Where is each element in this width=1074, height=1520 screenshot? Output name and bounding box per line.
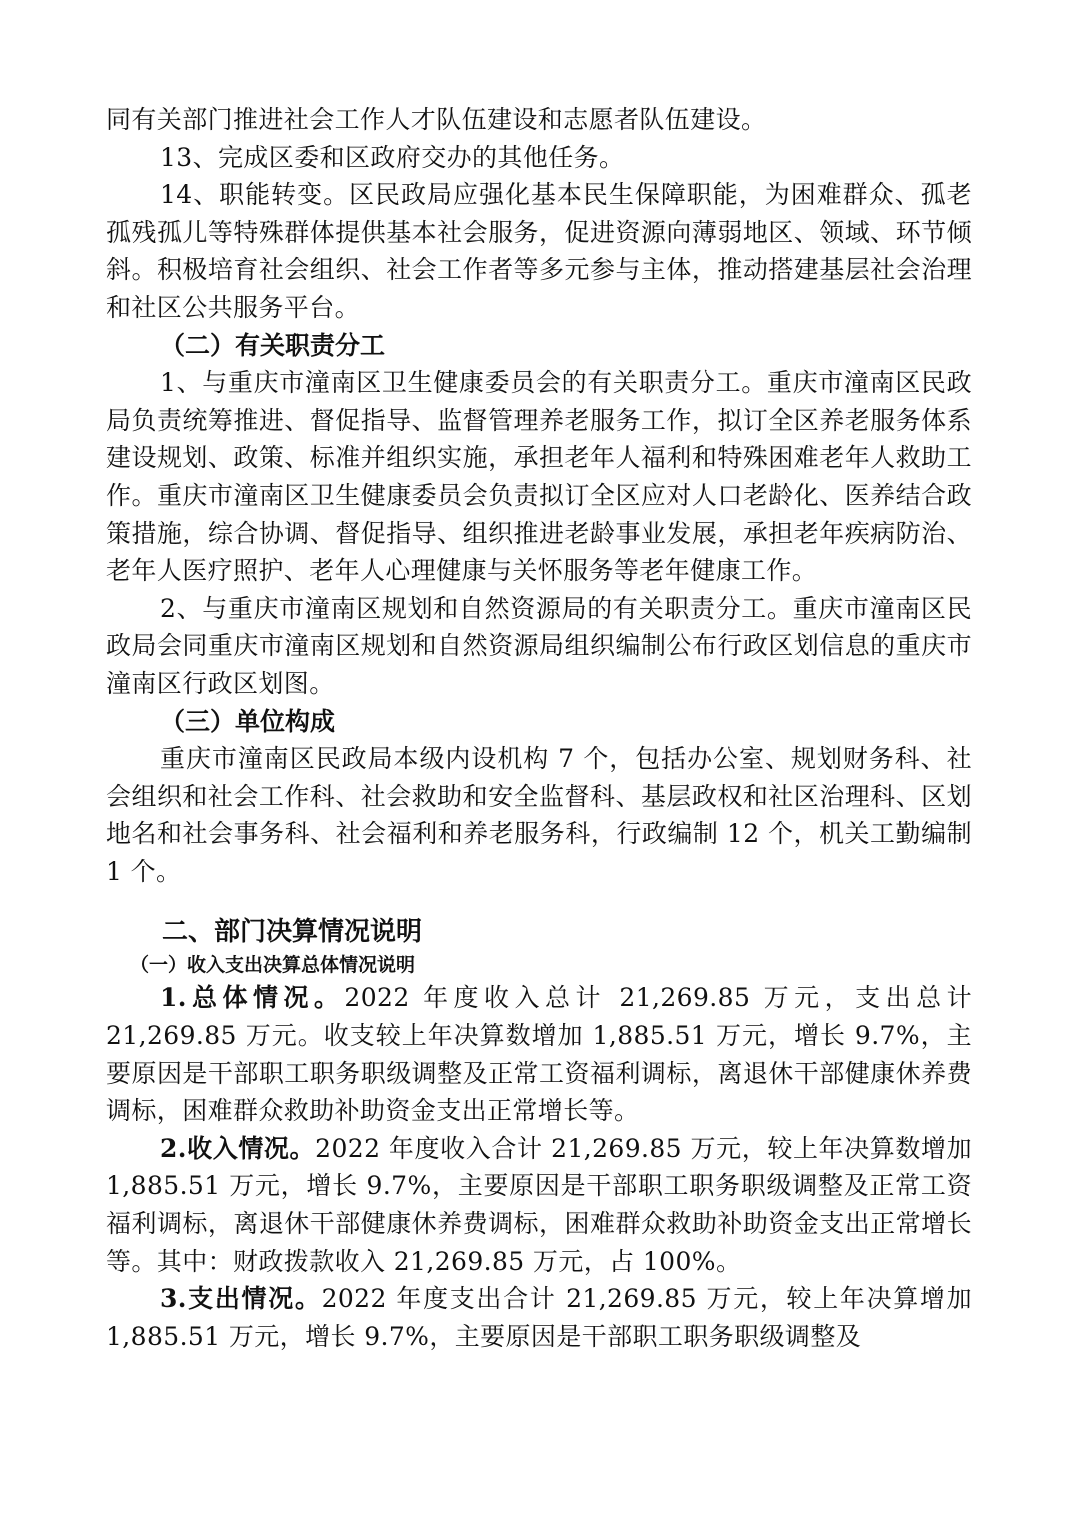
label-income: 2.收入情况。 bbox=[160, 1133, 316, 1163]
paragraph-item-13: 13、完成区委和区政府交办的其他任务。 bbox=[160, 142, 625, 172]
paragraph-unit-composition: 重庆市潼南区民政局本级内设机构 7 个，包括办公室、规划财务科、社会组织和社会工作科、社会救助和安全监督科、基层政权和社区治理科、区划地名和社会事务科、社会福利和养老服务科，行政编制 12 个，机关工勤编制 1 个。 bbox=[106, 744, 972, 886]
heading-income-expense-overview: （一）收入支出决算总体情况说明 bbox=[130, 954, 416, 977]
paragraph-overall bbox=[106, 979, 972, 1129]
heading-section-2: 二、部门决算情况说明 bbox=[162, 917, 423, 948]
paragraph-division-1: 1、与重庆市潼南区卫生健康委员会的有关职责分工。重庆市潼南区民政局负责统筹推进、督促指导、监督管理养老服务工作，拟订全区养老服务体系建设规划、政策、标准并组织实施，承担老年人福利和特殊困难老年人救助工作。重庆市潼南区卫生健康委员会负责拟订全区应对人口老龄化、医养结合政策措施，综合协调、督促指导、组织推进老龄事业发展，承担老年疾病防治、老年人医疗照护、老年人心理健康与关怀服务等老年健康工作。 bbox=[106, 368, 972, 586]
paragraph-expense bbox=[106, 1280, 972, 1355]
heading-unit-composition: （三）单位构成 bbox=[160, 706, 336, 736]
section-spacer bbox=[106, 890, 972, 914]
paragraph-continued: 同有关部门推进社会工作人才队伍建设和志愿者队伍建设。 bbox=[106, 105, 767, 134]
label-expense: 3.支出情况。 bbox=[160, 1284, 322, 1314]
document-body bbox=[106, 101, 972, 1501]
paragraph-item-14: 14、职能转变。区民政局应强化基本民生保障职能，为困难群众、孤老孤残孤儿等特殊群体提供基本社会服务，促进资源向薄弱地区、领域、环节倾斜。积极培育社会组织、社会工作者等多元参与主体，推动搭建基层社会治理和社区公共服务平台。 bbox=[106, 180, 972, 322]
heading-duty-division: （二）有关职责分工 bbox=[160, 330, 386, 360]
paragraph-division-2: 2、与重庆市潼南区规划和自然资源局的有关职责分工。重庆市潼南区民政局会同重庆市潼南区规划和自然资源局组织编制公布行政区划信息的重庆市潼南区行政区划图。 bbox=[106, 593, 972, 698]
paragraph-income bbox=[106, 1130, 972, 1280]
text-overall: 2022 年度收入总计 21,269.85 万元，支出总计 21,269.85 万元。收支较上年决算数增加 1,885.51 万元，增长 9.7%，主要原因是干部职工职务职级调整及正常工资福利调标，离退休干部健康休养费调标，困难群众救助补助资金支出正常增长等。 bbox=[106, 983, 972, 1126]
text-income: 2022 年度收入合计 21,269.85 万元，较上年决算数增加 1,885.51 万元，增长 9.7%，主要原因是干部职工职务职级调整及正常工资福利调标，离退休干部健康休养费调标，困难群众救助补助资金支出正常增长等。其中：财政拨款收入 21,269.85 万元，占 100%。 bbox=[106, 1133, 972, 1276]
label-overall: 1.总体情况。 bbox=[160, 983, 345, 1013]
text-expense: 2022 年度支出合计 21,269.85 万元，较上年决算增加 1,885.51 万元，增长 9.7%，主要原因是干部职工职务职级调整及 bbox=[106, 1284, 973, 1351]
